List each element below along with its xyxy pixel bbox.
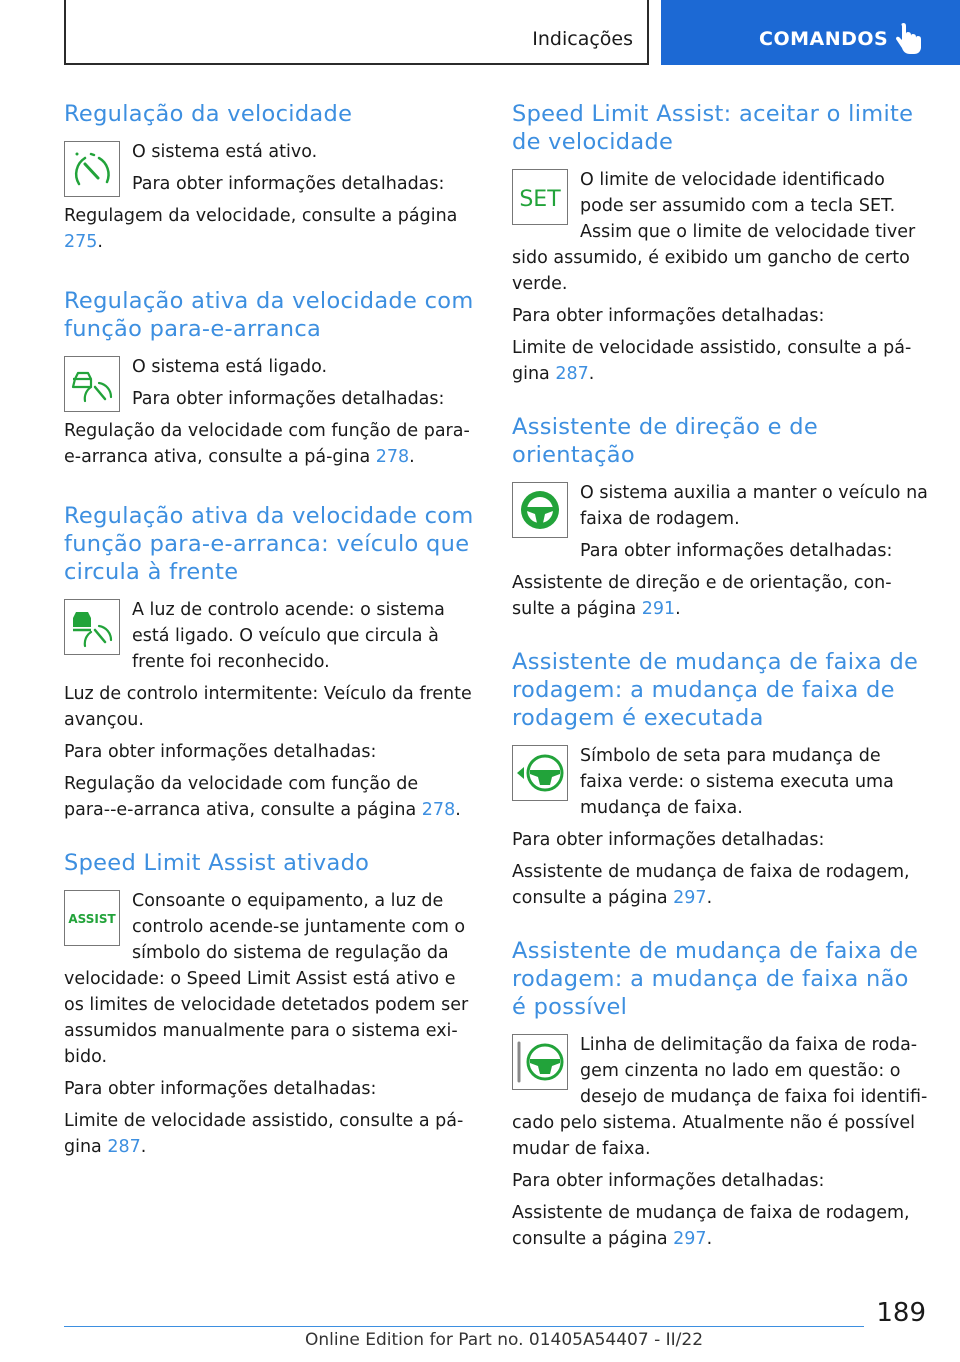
- footer-edition: Online Edition for Part no. 01405A54407 - II/22: [305, 1330, 704, 1350]
- section-text: Assistente de mudança de faixa de rodagem, consulte a página 297.: [512, 862, 910, 908]
- steering-wheel-line-icon: [512, 1034, 568, 1090]
- section-title: Regulação da velocidade: [64, 101, 353, 127]
- section-title: Regulação ativa da velocidade com função para-e-arranca: [64, 288, 474, 342]
- steering-wheel-arrow-icon: [512, 745, 568, 801]
- page-link[interactable]: 287: [107, 1137, 141, 1157]
- section-accept-speed-limit: [512, 100, 928, 387]
- section-text: Regulação da velocidade com função de para-e-arranca ativa, consulte a pá‐gina 278.: [64, 421, 470, 467]
- left-column: [64, 100, 476, 1186]
- header-section-label: Indicações: [532, 28, 633, 50]
- svg-text:ASSIST: ASSIST: [68, 912, 116, 926]
- page-number: 189: [876, 1298, 926, 1328]
- section-text: Para obter informações detalhadas:: [512, 306, 825, 326]
- svg-text:SET: SET: [519, 187, 561, 212]
- section-text: O sistema está ativo.: [132, 142, 318, 162]
- page-link[interactable]: 297: [673, 888, 707, 908]
- section-speed-limit-assist: [64, 849, 476, 1160]
- section-text: Para obter informações detalhadas:: [64, 742, 377, 762]
- section-text: Para obter informações detalhadas:: [580, 541, 893, 561]
- speedometer-icon: [64, 141, 120, 197]
- page-link[interactable]: 278: [421, 800, 456, 820]
- section-text: Luz de controlo intermitente: Veículo da frente avançou.: [64, 684, 472, 730]
- section-text: Regulagem da velocidade, consulte a página 275.: [64, 206, 458, 252]
- section-text: O sistema auxilia a manter o veículo na faixa de rodagem.: [580, 483, 928, 529]
- page-link[interactable]: 287: [555, 364, 589, 384]
- section-text: Para obter informações detalhadas:: [64, 1079, 377, 1099]
- header-chapter-tab: [661, 0, 960, 65]
- section-text: O sistema está ligado.: [132, 357, 328, 377]
- section-text: Para obter informações detalhadas:: [132, 389, 445, 409]
- pointing-hand-icon: [894, 22, 924, 56]
- page-link[interactable]: 291: [641, 599, 676, 619]
- section-text: Regulação da velocidade com função de para‐-e-arranca ativa, consulte a página 278.: [64, 774, 461, 820]
- section-text: Para obter informações detalhadas:: [132, 174, 445, 194]
- right-column: [512, 100, 928, 1278]
- header-chapter-label: COMANDOS: [759, 28, 889, 50]
- section-title: Assistente de direção e de orientação: [512, 414, 818, 468]
- section-title: Assistente de mudança de faixa de rodagem: a mudança de faixa não é possível: [512, 938, 919, 1020]
- section-active-speed-regulation: [64, 287, 476, 476]
- section-text: Consoante o equipamento, a luz de controlo acende-se juntamente com o símbolo do sistema de regulação da velocidade: o Speed Limit Assist está ativo e os limites de velocidade detetados podem ser assumidos manualmente para o sistema exi‐bido.: [64, 891, 469, 1067]
- section-steering-assistant: [512, 413, 928, 622]
- header-section-box: [64, 0, 649, 65]
- steering-wheel-green-icon: [512, 482, 568, 538]
- section-text: O limite de velocidade identificado pode ser assumido com a tecla SET. Assim que o limite de velocidade tiver sido assumido, é exibido um gancho de certo verde.: [512, 170, 916, 294]
- page-link[interactable]: 275: [64, 232, 98, 252]
- section-lane-change-not-possible: [512, 937, 928, 1252]
- section-text: Assistente de direção e de orientação, con‐sulte a página 291.: [512, 573, 892, 619]
- car-speedometer-icon: [64, 356, 120, 412]
- footer-divider: [64, 1326, 864, 1327]
- section-speed-regulation: [64, 100, 476, 261]
- section-lane-change-executed: [512, 648, 928, 911]
- section-vehicle-ahead: [64, 502, 476, 823]
- section-title: Assistente de mudança de faixa de rodagem: a mudança de faixa de rodagem é executada: [512, 649, 919, 731]
- section-text: A luz de controlo acende: o sistema está ligado. O veículo que circula à frente foi reconhecido.: [132, 600, 445, 672]
- set-icon: [512, 169, 568, 225]
- section-text: Para obter informações detalhadas:: [512, 1171, 825, 1191]
- section-text: Para obter informações detalhadas:: [512, 830, 825, 850]
- page-link[interactable]: 297: [673, 1229, 707, 1249]
- section-text: Linha de delimitação da faixa de roda‐gem cinzenta no lado em questão: o desejo de mudança de faixa foi identifi‐cado pelo sistema. Atualmente não é possível mudar de faixa.: [512, 1035, 928, 1159]
- section-text: Limite de velocidade assistido, consulte a pá‐gina 287.: [512, 338, 912, 384]
- section-text: Limite de velocidade assistido, consulte a pá‐gina 287.: [64, 1111, 464, 1157]
- section-text: Símbolo de seta para mudança de faixa verde: o sistema executa uma mudança de faixa.: [580, 746, 894, 818]
- page-link[interactable]: 278: [375, 447, 410, 467]
- section-title: Speed Limit Assist: aceitar o limite de velocidade: [512, 101, 914, 155]
- assist-icon: [64, 890, 120, 946]
- car-speedometer-green-icon: [64, 599, 120, 655]
- section-text: Assistente de mudança de faixa de rodagem, consulte a página 297.: [512, 1203, 910, 1249]
- section-title: Regulação ativa da velocidade com função para-e-arranca: veículo que circula à frente: [64, 503, 474, 585]
- section-title: Speed Limit Assist ativado: [64, 850, 370, 876]
